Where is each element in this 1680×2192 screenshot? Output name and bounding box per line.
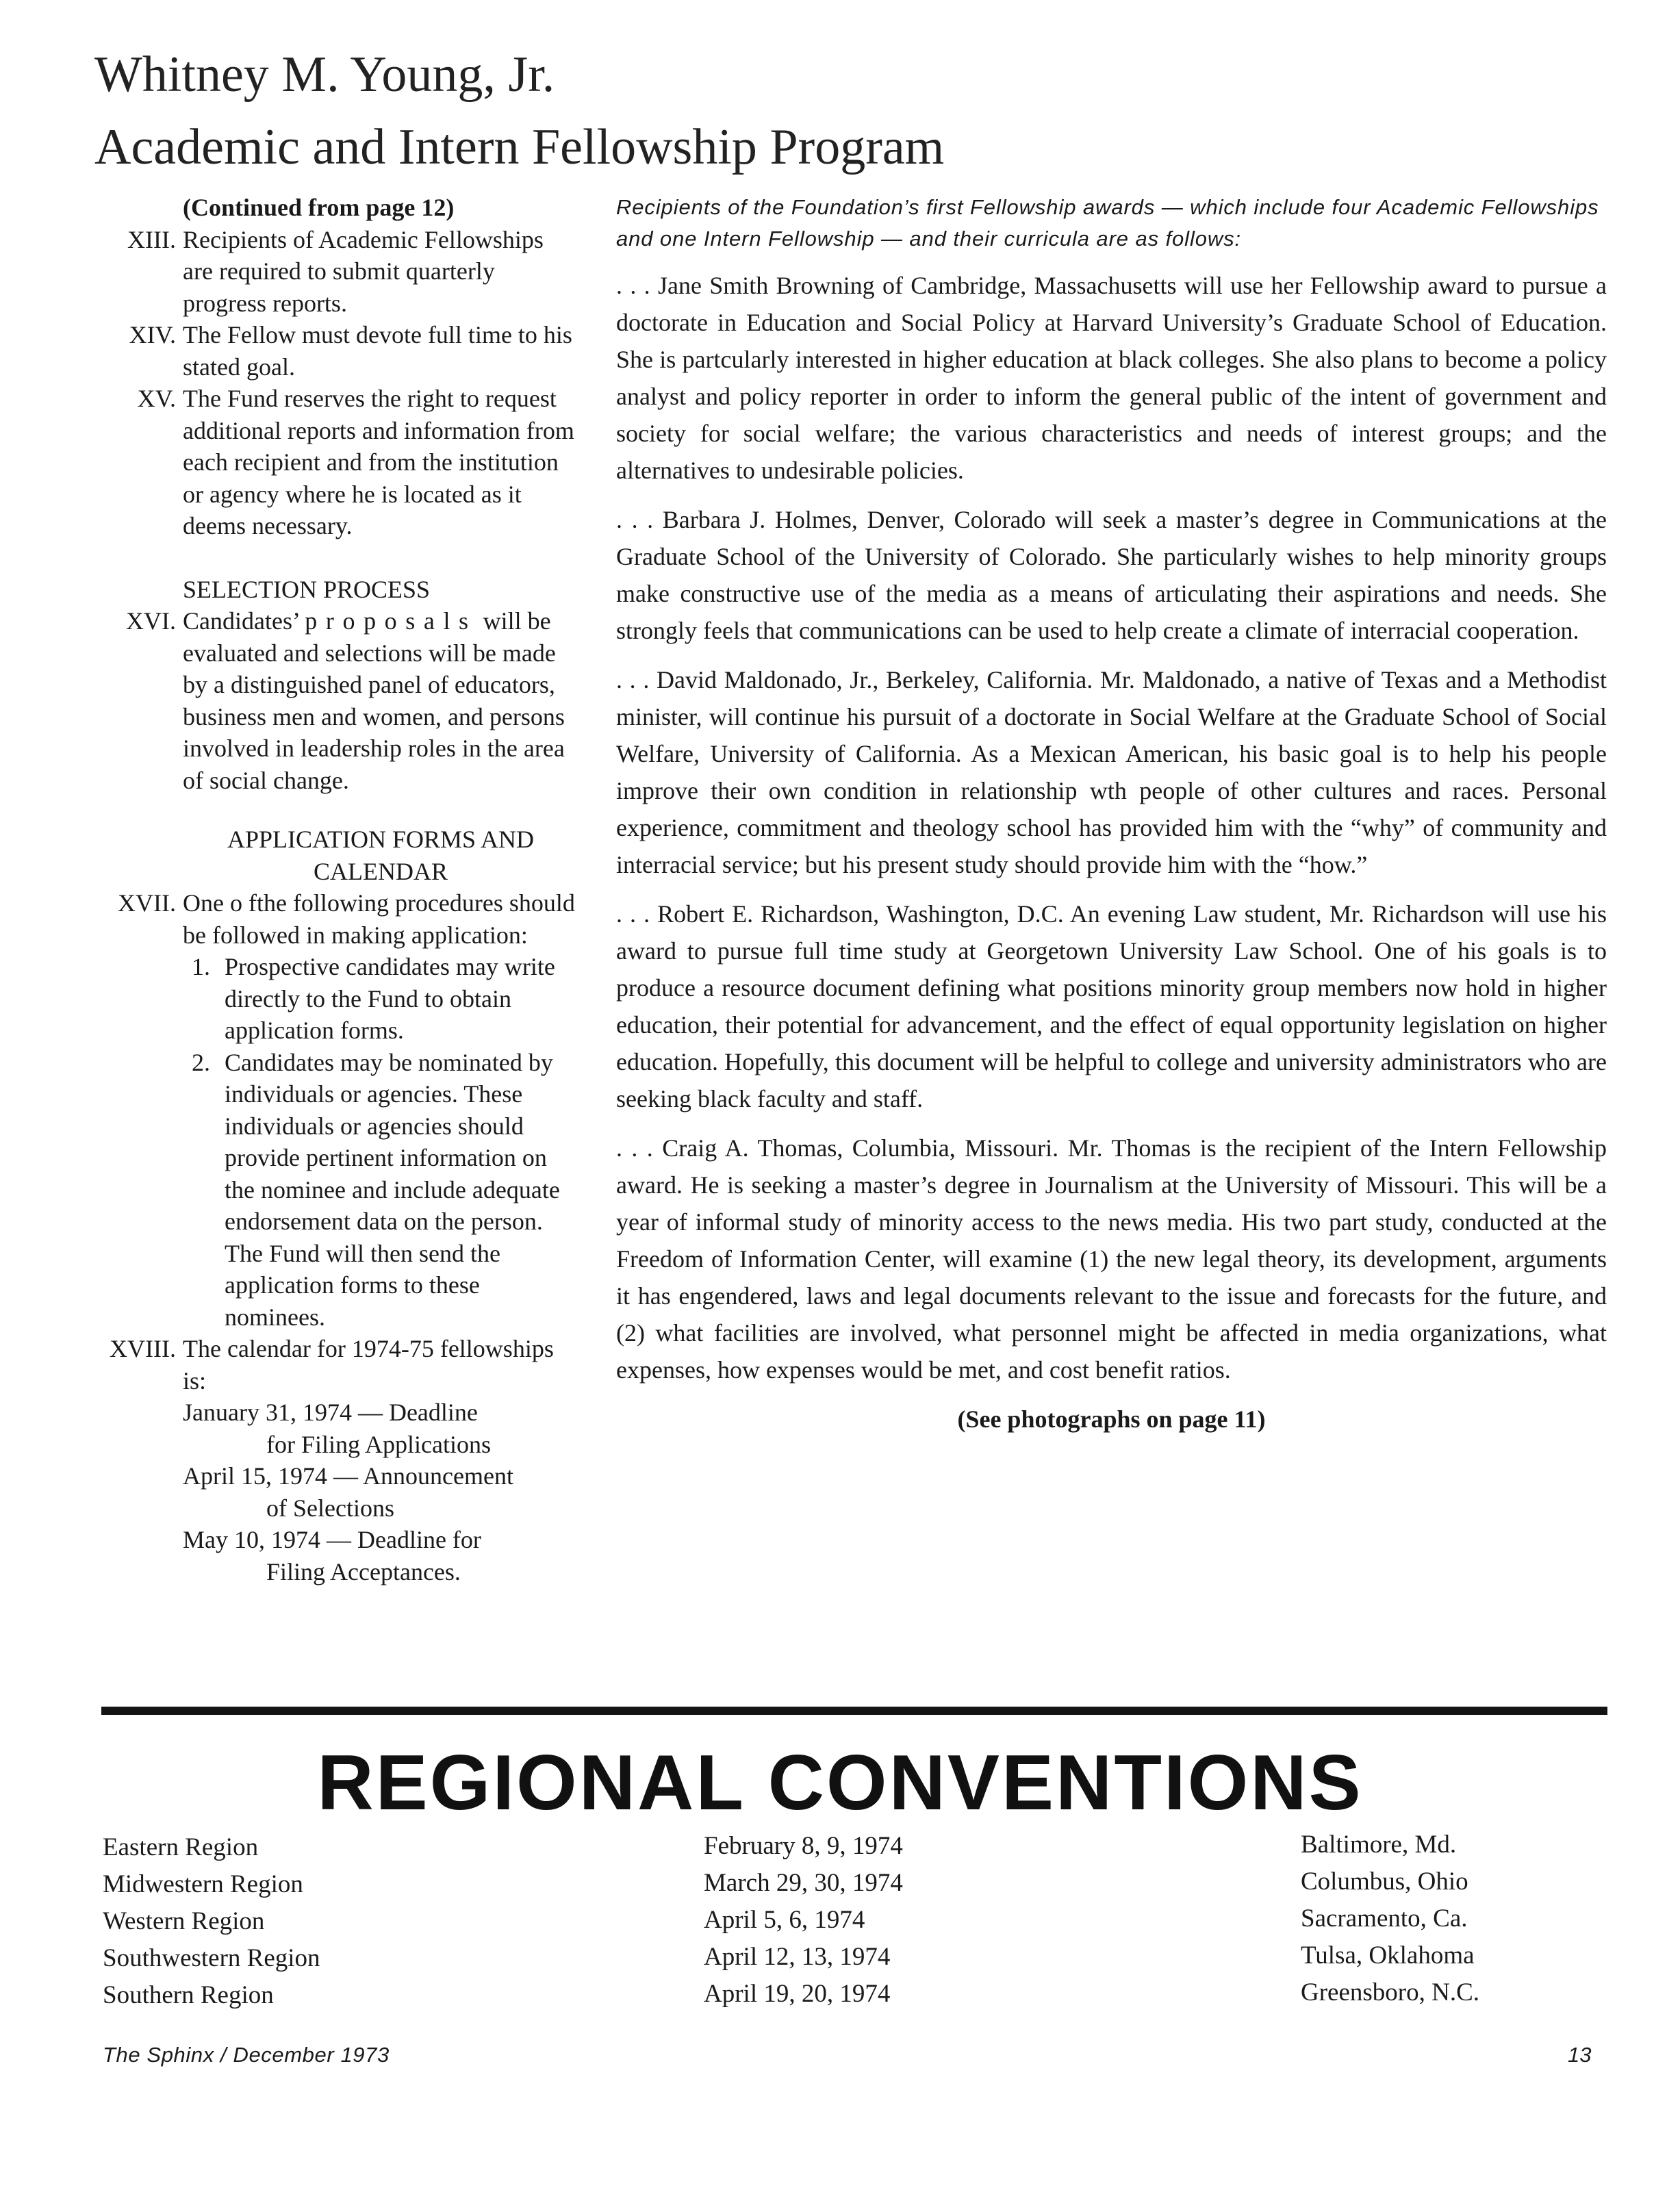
section-xvii xyxy=(99,887,578,1333)
right-column xyxy=(616,192,1607,1462)
application-forms-heading: APPLICATION FORMS AND CALENDAR xyxy=(227,826,535,885)
section-xiv xyxy=(99,319,578,383)
publication-footer: The Sphinx / December 1973 xyxy=(103,2043,390,2067)
region-name: Midwestern Region xyxy=(103,1870,303,1898)
calendar-entry-line-2: for Filing Applications xyxy=(266,1430,491,1458)
page-number: 13 xyxy=(1568,2043,1592,2067)
calendar-entry-line-2: Filing Acceptances. xyxy=(266,1557,461,1585)
recipient-paragraph: . . . Craig A. Thomas, Columbia, Missouri. Mr. Thomas is the recipient of the Intern Fellowship award. He is seeking a master’s degree in Journalism at the University of Missouri. This will be a year of informal study of minority access to the news media. His two part study, conducted at the Freedom of Information Center, will examine (1) the new legal theory, its development, arguments it has engendered, laws and legal documents relevant to the issue and forecasts for the future, and (2) what facilities are involved, what personnel might be affected in media organizations, what expenses, how expenses would be met, and cost benefit ratios. xyxy=(616,1134,1607,1384)
convention-place: Columbus, Ohio xyxy=(1301,1868,1468,1896)
convention-date: February 8, 9, 1974 xyxy=(704,1832,903,1860)
convention-date: March 29, 30, 1974 xyxy=(704,1869,903,1897)
section-text: The Fellow must devote full time to his stated goal. xyxy=(183,321,572,381)
section-xvi xyxy=(99,605,578,796)
calendar-entry-line-1: May 10, 1974 — Deadline for xyxy=(183,1526,481,1553)
calendar-entry-line-1: April 15, 1974 — Announcement xyxy=(183,1462,513,1490)
section-divider-rule xyxy=(101,1707,1607,1715)
conventions-regions-column xyxy=(103,1829,320,2014)
section-number: XVI. xyxy=(126,607,176,635)
conventions-dates-column xyxy=(704,1828,903,2013)
continued-note: (Continued from page 12) xyxy=(183,194,455,221)
conventions-places-column xyxy=(1301,1826,1479,2011)
selection-process-heading: SELECTION PROCESS xyxy=(183,575,431,603)
region-name: Western Region xyxy=(103,1907,265,1935)
convention-date: April 19, 20, 1974 xyxy=(704,1980,891,2008)
recipient-paragraph: . . . Barbara J. Holmes, Denver, Colorado will seek a master’s degree in Communications at the Graduate School of the University of Colorado. She particularly wishes to help minority groups make constructive use of the media as a means of articulating their aspirations and needs. She strongly feels that communications can be used to help create a climate of interracial cooperation. xyxy=(616,506,1607,644)
convention-place: Tulsa, Oklahoma xyxy=(1301,1941,1475,1970)
item-text: Prospective candidates may write directly to the Fund to obtain application forms. xyxy=(225,953,555,1044)
calendar-entry-line-1: January 31, 1974 — Deadline xyxy=(183,1399,478,1426)
calendar-entry xyxy=(183,1397,578,1460)
recipient-paragraph: . . . Jane Smith Browning of Cambridge, Massachusetts will use her Fellowship award to pursue a doctorate in Education and Social Policy at Harvard University’s Graduate School of Education. She is partcularly interested in higher education at black colleges. She also plans to become a policy analyst and policy reporter in order to inform the general public of the intent of government and society for social welfare; the various characteristics and needs of interest groups; and the alternatives to undesirable policies. xyxy=(616,272,1607,484)
section-number: XIII. xyxy=(127,225,176,253)
section-xviii xyxy=(99,1333,578,1588)
item-text: Candidates may be nominated by individuals or agencies. These individuals or agencies should provide pertinent information on the nominee and include adequate endorsement data on the person. The Fund will then send the application forms to these nominees. xyxy=(225,1048,560,1331)
title-line-1: Whitney M. Young, Jr. xyxy=(94,47,555,103)
convention-date: April 12, 13, 1974 xyxy=(704,1943,891,1971)
section-text-after: will be evaluated and selections will be made by a distinguished panel of educators, business men and women, and persons involved in leadership roles in the area of social change. xyxy=(183,607,565,794)
region-name: Southern Region xyxy=(103,1981,274,2009)
recipient-paragraph: . . . Robert E. Richardson, Washington, D.C. An evening Law student, Mr. Richardson will use his award to pursue full time study at Georgetown University Law School. One of his goals is to produce a resource document defining what positions minority group members now hold in higher education, their potential for advancement, and the effect of equal opportunity legislation on higher education. Hopefully, this document will be helpful to college and university administrators who are seeking black faculty and staff. xyxy=(616,900,1607,1112)
section-number: XVIII. xyxy=(110,1335,176,1362)
recipients-intro: Recipients of the Foundation’s first Fellowship awards — which include four Academic Fellowships and one Intern Fellowship — and their curricula are as follows: xyxy=(616,195,1599,251)
section-xiii xyxy=(99,224,578,320)
calendar-entry xyxy=(183,1524,578,1588)
section-number: XV. xyxy=(137,385,176,412)
calendar-entry xyxy=(183,1460,578,1524)
recipient-paragraph: . . . David Maldonado, Jr., Berkeley, California. Mr. Maldonado, a native of Texas and a Methodist minister, will continue his pursuit of a doctorate in Social Welfare at the Graduate School of Social Welfare, University of California. As a Mexican American, his basic goal is to help his people improve their own condition in relationship wth people of other cultures and races. Personal experience, commitment and theology school has provided him with the “why” of community and interracial service; but his present study should provide him with the “how.” xyxy=(616,666,1607,878)
calendar-entry-line-2: of Selections xyxy=(266,1494,394,1522)
left-column xyxy=(99,192,578,1588)
section-text: Recipients of Academic Fellowships are required to submit quarterly progress reports. xyxy=(183,225,544,317)
section-number: XVII. xyxy=(118,889,176,917)
see-photographs-note: (See photographs on page 11) xyxy=(957,1405,1266,1433)
item-number: 1. xyxy=(192,953,210,980)
procedure-item-1 xyxy=(183,951,578,1047)
page-title xyxy=(94,38,944,183)
convention-date: April 5, 6, 1974 xyxy=(704,1906,865,1934)
convention-place: Greensboro, N.C. xyxy=(1301,1978,1480,2006)
convention-place: Baltimore, Md. xyxy=(1301,1831,1457,1859)
section-xv xyxy=(99,383,578,542)
procedure-item-2 xyxy=(183,1047,578,1334)
section-number: XIV. xyxy=(129,321,176,348)
region-name: Southwestern Region xyxy=(103,1944,320,1972)
section-text: The Fund reserves the right to request additional reports and information from each recipient and from the institution or agency where he is located as it deems necessary. xyxy=(183,385,574,539)
title-line-2: Academic and Intern Fellowship Program xyxy=(94,119,945,175)
section-text-spaced-word: proposals xyxy=(305,607,477,635)
regional-conventions-heading: REGIONAL CONVENTIONS xyxy=(317,1739,1363,1826)
section-text-before: Candidates’ xyxy=(183,607,299,635)
item-number: 2. xyxy=(192,1048,210,1076)
region-name: Eastern Region xyxy=(103,1833,259,1861)
section-text: The calendar for 1974-75 fellowships is: xyxy=(183,1335,554,1394)
section-text: One o fthe following procedures should be followed in making application: xyxy=(183,889,575,949)
convention-place: Sacramento, Ca. xyxy=(1301,1904,1468,1933)
